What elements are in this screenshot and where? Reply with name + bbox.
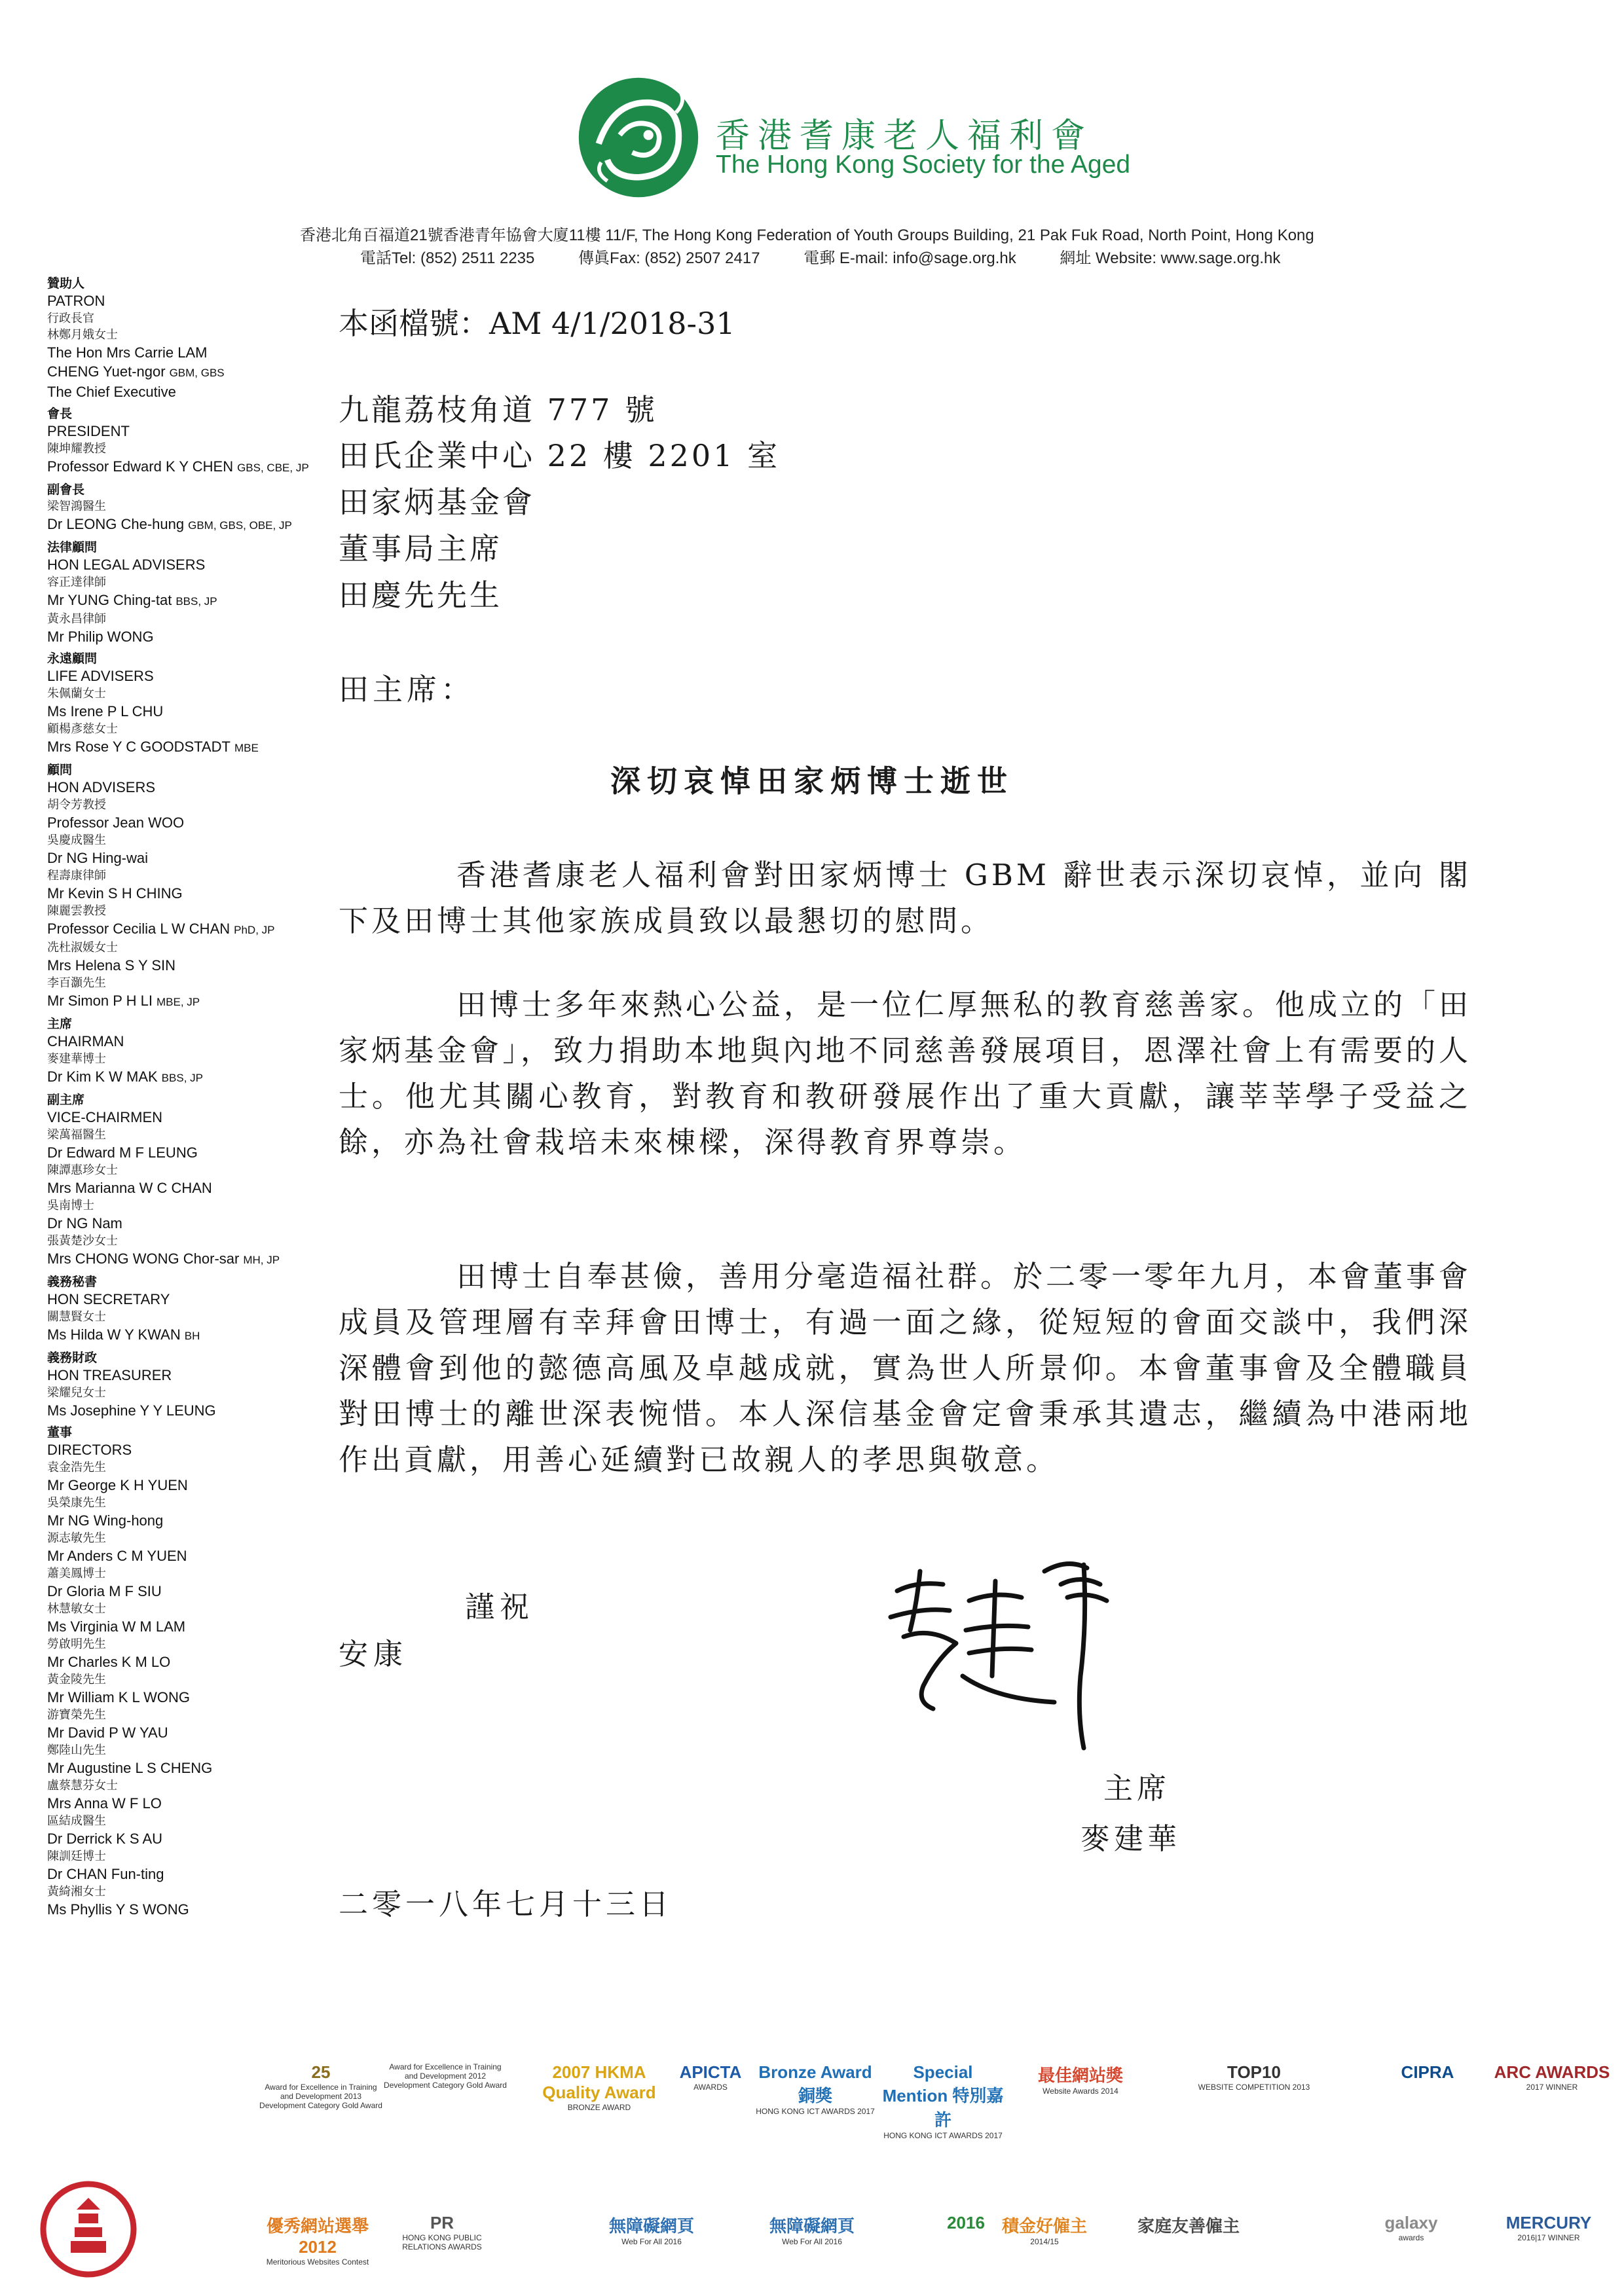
- member-name-en: [47, 457, 309, 477]
- member-name-zh: 張黃楚沙女士: [47, 1234, 118, 1248]
- tel: 電話Tel: (852) 2511 2235: [360, 249, 535, 267]
- member-name-en-text: Mr Anders C M YUEN: [47, 1548, 187, 1564]
- sidebar-role-zh: 法律顧問: [47, 540, 98, 555]
- sidebar-group: [47, 1349, 309, 1420]
- member-name-en: [47, 1723, 309, 1742]
- handwritten-signature: [871, 1545, 1179, 1761]
- award-label: PR: [430, 2213, 454, 2232]
- member-name-zh: 程壽康律師: [47, 869, 106, 883]
- member-name-en: [47, 1143, 309, 1162]
- award-badge: [1365, 2062, 1490, 2083]
- recipient-address-line: 田氏企業中心 22 樓 2201 室: [339, 438, 781, 473]
- member-name-zh: 袁金浩先生: [47, 1461, 106, 1474]
- award-caption: 2016|17 WINNER: [1517, 2233, 1580, 2242]
- office-bearers-sidebar: [47, 275, 309, 1923]
- sidebar-group: [47, 1091, 309, 1269]
- hksa-logo: [576, 75, 701, 200]
- award-badge: [1192, 2062, 1316, 2092]
- member-honours: BH: [184, 1330, 200, 1342]
- award-caption: HONG KONG ICT AWARDS 2017: [883, 2131, 1003, 2140]
- member-name-zh: 關慧賢女士: [47, 1310, 106, 1324]
- member-name-zh: 吳榮康先生: [47, 1496, 106, 1510]
- award-label: Special Mention 特別嘉許: [882, 2062, 1004, 2130]
- sidebar-group: [47, 405, 309, 477]
- member-name-en-text: Ms Josephine Y Y LEUNG: [47, 1402, 216, 1419]
- paragraph: 田博士自奉甚儉，善用分毫造福社群。於二零一零年九月，本會董事會成員及管理層有幸拜會田博士，有過一面之緣，從短短的會面交談中，我們深深體會到他的懿德高風及卓越成就，實為世人所景仰。本會董事會及全體職員對田博士的離世深表惋惜。本人深信基金會定會秉承其遺志，繼續為中港兩地作出貢獻，用善心延續對已故親人的孝思與敬意。: [339, 1259, 1472, 1477]
- award-badge: [1126, 2213, 1251, 2237]
- member-name-en: [47, 884, 309, 903]
- member-name-en: [47, 1249, 309, 1269]
- member-name-en-text: Dr Edward M F LEUNG: [47, 1144, 198, 1161]
- award-badge: [881, 2062, 1005, 2140]
- member-name-en-text: Mrs Rose Y C GOODSTADT: [47, 738, 231, 755]
- member-name-en: [47, 1688, 309, 1707]
- award-label: TOP10: [1227, 2062, 1281, 2082]
- member-honours: GBM, GBS: [169, 367, 225, 379]
- award-label: CIPRA: [1401, 2062, 1454, 2082]
- member-name-zh: 冼杜淑媛女士: [47, 941, 118, 955]
- sidebar-role-en: HON ADVISERS: [47, 779, 156, 795]
- member-name-zh: 鄭陸山先生: [47, 1743, 106, 1757]
- award-caption: Web For All 2016: [621, 2237, 682, 2246]
- recipient-address-line: 九龍荔枝角道 777 號: [339, 392, 658, 428]
- award-caption: WEBSITE COMPETITION 2013: [1198, 2083, 1310, 2092]
- sidebar-role-zh: 主席: [47, 1017, 73, 1031]
- sidebar-role-zh: 贊助人: [47, 276, 85, 291]
- member-name-zh: 黃永昌律師: [47, 612, 106, 626]
- member-name-en-text: Mr George K H YUEN: [47, 1477, 188, 1493]
- member-name-en: [47, 919, 309, 939]
- member-name-en: [47, 515, 309, 535]
- fax: 傳眞Fax: (852) 2507 2417: [578, 249, 760, 267]
- sidebar-group: [47, 539, 309, 646]
- sidebar-role-zh: 顧問: [47, 763, 73, 777]
- award-label: 2007 HKMA Quality Award: [542, 2062, 656, 2102]
- sidebar-role-zh: 義務財政: [47, 1351, 98, 1365]
- member-name-en-text: Ms Virginia W M LAM: [47, 1618, 186, 1635]
- member-name-en: [47, 1900, 309, 1919]
- org-name-en: The Hong Kong Society for the Aged: [716, 151, 1131, 179]
- sidebar-group: [47, 1273, 309, 1345]
- award-badge: [589, 2213, 714, 2246]
- member-name-en-text: Mrs CHONG WONG Chor-sar: [47, 1250, 240, 1267]
- member-name-zh: 梁智鴻醫生: [47, 500, 106, 513]
- member-honours: GBS, CBE, JP: [237, 462, 309, 474]
- member-name-zh: 行政長官: [47, 312, 94, 325]
- member-name-zh: 顧楊彥慈女士: [47, 722, 118, 736]
- member-name-zh: 梁萬福醫生: [47, 1128, 106, 1142]
- sidebar-role-en: CHAIRMAN: [47, 1033, 124, 1049]
- award-caption: Web For All 2016: [782, 2237, 842, 2246]
- sidebar-role-zh: 副主席: [47, 1093, 85, 1107]
- award-badge: [537, 2062, 661, 2112]
- award-label: 25: [311, 2062, 331, 2082]
- reference-number: 本函檔號：AM 4/1/2018-31: [339, 306, 735, 341]
- member-name-en: [47, 1617, 309, 1636]
- sidebar-role-zh: 永遠顧問: [47, 651, 98, 666]
- award-badge: [1486, 2213, 1611, 2242]
- paragraph: 香港耆康老人福利會對田家炳博士 GBM 辭世表示深切哀悼，並向 閣下及田博士其他家族成員致以最懇切的慰問。: [339, 858, 1471, 938]
- sidebar-role-zh: 董事: [47, 1425, 73, 1440]
- member-name-en: [47, 737, 309, 757]
- member-name-en: [47, 848, 309, 867]
- member-name-en: [47, 1067, 309, 1087]
- sidebar-role-en: PATRON: [47, 293, 105, 309]
- sidebar-role-en: LIFE ADVISERS: [47, 668, 154, 684]
- sidebar-role-en: PRESIDENT: [47, 423, 130, 439]
- letter-title: 深切哀悼田家炳博士逝世: [610, 763, 1014, 799]
- member-name-en-text: The Chief Executive: [47, 384, 176, 400]
- award-badge: [982, 2213, 1107, 2246]
- member-name-en: [47, 702, 309, 721]
- member-name-en: [47, 362, 309, 382]
- award-badge: [259, 2062, 383, 2110]
- closing-regards: 謹祝: [465, 1590, 535, 1624]
- member-name-en: [47, 627, 309, 646]
- member-name-en: [47, 1652, 309, 1671]
- member-name-en: [47, 1511, 309, 1530]
- award-badge: [753, 2062, 877, 2116]
- letterhead-contacts: [360, 245, 1320, 268]
- member-name-en: [47, 343, 309, 362]
- award-label: APICTA: [679, 2062, 742, 2082]
- award-label: ARC AWARDS: [1494, 2062, 1610, 2082]
- member-name-en-text: Mrs Helena S Y SIN: [47, 957, 176, 974]
- member-name-en-text: Mr Augustine L S CHENG: [47, 1760, 213, 1776]
- sidebar-role-zh: 副會長: [47, 483, 85, 497]
- member-name-en-text: Dr CHAN Fun-ting: [47, 1866, 164, 1882]
- member-name-en-text: Professor Edward K Y CHEN: [47, 458, 234, 475]
- member-name-en-text: Dr NG Hing-wai: [47, 850, 149, 866]
- award-caption: 2017 WINNER: [1526, 2083, 1578, 2092]
- member-name-en-text: The Hon Mrs Carrie LAM: [47, 344, 208, 361]
- signer-name: 麥建華: [1080, 1821, 1181, 1856]
- member-name-zh: 勞啟明先生: [47, 1637, 106, 1651]
- award-label: 優秀網站選舉2012: [266, 2216, 369, 2257]
- member-name-zh: 容正達律師: [47, 575, 106, 589]
- sidebar-role-zh: 會長: [47, 407, 73, 421]
- award-label: galaxy: [1384, 2213, 1438, 2232]
- member-name-en: [47, 991, 309, 1011]
- recipient-address-line: 田慶先先生: [339, 577, 502, 613]
- member-name-en: [47, 956, 309, 975]
- member-name-zh: 陳麗雲教授: [47, 904, 106, 918]
- award-label: 家庭友善僱主: [1137, 2216, 1240, 2236]
- member-name-en-text: Ms Phyllis Y S WONG: [47, 1901, 189, 1918]
- sidebar-group: [47, 1015, 309, 1087]
- member-name-en: [47, 1546, 309, 1565]
- award-caption: Award for Excellence in Training and Development 2012 Development Category Gold Award: [384, 2062, 507, 2090]
- member-name-en-text: Dr Gloria M F SIU: [47, 1583, 162, 1599]
- member-name-en: [47, 591, 309, 611]
- member-name-zh: 源志敏先生: [47, 1531, 106, 1545]
- member-name-zh: 陳訓廷博士: [47, 1850, 106, 1863]
- member-name-en-text: Mr Kevin S H CHING: [47, 885, 183, 902]
- member-name-zh: 林鄭月娥女士: [47, 328, 118, 342]
- recipient-address-line: 董事局主席: [339, 531, 502, 566]
- letter-date: 二零一八年七月十三日: [339, 1887, 673, 1922]
- member-honours: BBS, JP: [161, 1072, 203, 1084]
- member-name-en-text: Dr LEONG Che-hung: [47, 516, 185, 532]
- award-label: MERCURY: [1505, 2213, 1592, 2232]
- award-caption: 2014/15: [1030, 2237, 1059, 2246]
- member-name-en-text: Mrs Marianna W C CHAN: [47, 1180, 212, 1196]
- closing-wellness: 安康: [339, 1637, 409, 1671]
- award-caption: Award for Excellence in Training and Development 2013 Development Category Gold Award: [259, 2083, 382, 2110]
- sidebar-role-en: DIRECTORS: [47, 1442, 132, 1458]
- sidebar-role-en: HON TREASURER: [47, 1367, 172, 1383]
- member-name-zh: 黃金陵先生: [47, 1673, 106, 1686]
- member-name-en-text: Mr NG Wing-hong: [47, 1512, 164, 1529]
- member-name-zh: 林慧敏女士: [47, 1602, 106, 1616]
- member-name-en-text: Dr NG Nam: [47, 1215, 122, 1231]
- member-name-zh: 麥建華博士: [47, 1052, 106, 1066]
- recipient-address-line: 田家炳基金會: [339, 484, 535, 520]
- community-chest-emblem: [39, 2180, 138, 2278]
- award-badge: [383, 2062, 507, 2090]
- member-name-zh: 吳南博士: [47, 1199, 94, 1212]
- member-name-en: [47, 1178, 309, 1197]
- member-name-zh: 蕭美鳳博士: [47, 1567, 106, 1580]
- award-badge: [750, 2213, 874, 2246]
- member-name-en: [47, 1865, 309, 1884]
- member-name-en: [47, 1214, 309, 1233]
- member-name-en: [47, 1401, 309, 1420]
- sidebar-role-zh: 義務秘書: [47, 1275, 98, 1289]
- member-name-zh: 黃綺湘女士: [47, 1885, 106, 1899]
- member-name-zh: 盧蔡慧芬女士: [47, 1779, 118, 1793]
- award-label: Bronze Award 銅獎: [758, 2062, 872, 2105]
- award-caption: HONG KONG ICT AWARDS 2017: [756, 2107, 875, 2116]
- award-badge: [1018, 2062, 1143, 2096]
- email-link[interactable]: 電郵 E-mail: info@sage.org.hk: [803, 249, 1016, 267]
- award-label: 無障礙網頁: [608, 2216, 694, 2236]
- award-label: 2016: [947, 2213, 985, 2232]
- member-name-zh: 胡令芳教授: [47, 798, 106, 812]
- salutation: 田主席：: [339, 672, 475, 707]
- member-honours: MBE, JP: [156, 996, 200, 1008]
- member-name-en-text: Mr David P W YAU: [47, 1724, 168, 1741]
- member-honours: GBM, GBS, OBE, JP: [188, 519, 292, 532]
- member-name-en-text: Dr Kim K W MAK: [47, 1068, 158, 1085]
- award-caption: BRONZE AWARD: [567, 2103, 631, 2112]
- award-badge: [1349, 2213, 1473, 2242]
- member-name-en-text: Mr Simon P H LI: [47, 993, 153, 1009]
- member-honours: MBE: [234, 742, 259, 754]
- member-name-en: [47, 1582, 309, 1601]
- award-caption: Website Awards 2014: [1043, 2086, 1118, 2096]
- sidebar-group: [47, 275, 309, 401]
- member-name-en-text: Professor Jean WOO: [47, 814, 185, 831]
- member-name-zh: 陳坤耀教授: [47, 442, 106, 456]
- member-name-en-text: Professor Cecilia L W CHAN: [47, 920, 231, 937]
- member-name-zh: 梁耀兒女士: [47, 1386, 106, 1400]
- member-name-en: [47, 1325, 309, 1345]
- member-name-en: [47, 1758, 309, 1777]
- member-name-en-text: Ms Hilda W Y KWAN: [47, 1326, 181, 1343]
- sidebar-group: [47, 650, 309, 757]
- signer-title: 主席: [1103, 1771, 1171, 1806]
- member-name-en-text: Mr Charles K M LO: [47, 1654, 171, 1670]
- letterhead-address: 香港北角百福道21號香港青年協會大廈11樓 11/F, The Hong Kong Federation of Youth Groups Building, 21 Pak Fuk Road, North Point, Hong Kong: [300, 227, 1314, 244]
- sidebar-role-en: VICE-CHAIRMEN: [47, 1109, 163, 1125]
- member-honours: BBS, JP: [175, 595, 217, 608]
- member-name-zh: 朱佩蘭女士: [47, 687, 106, 701]
- award-badge: [1490, 2062, 1614, 2092]
- award-label: 最佳網站獎: [1037, 2066, 1123, 2085]
- member-name-en: [47, 813, 309, 832]
- award-caption: HONG KONG PUBLIC RELATIONS AWARDS: [402, 2233, 482, 2251]
- award-badge: [255, 2213, 380, 2267]
- member-name-en-text: Mr William K L WONG: [47, 1689, 190, 1705]
- award-caption: AWARDS: [693, 2083, 728, 2092]
- member-name-en-text: Mr Philip WONG: [47, 629, 154, 645]
- paragraph: 田博士多年來熱心公益，是一位仁厚無私的教育慈善家。他成立的「田家炳基金會」，致力捐助本地與內地不同慈善發展項目，恩澤社會上有需要的人士。他尤其關心教育，對教育和教研發展作出了重大貢獻，讓莘莘學子受益之餘，亦為社會栽培未來棟樑，深得教育界尊崇。: [339, 987, 1472, 1159]
- award-badge: [380, 2213, 504, 2251]
- member-honours: MH, JP: [243, 1254, 280, 1266]
- sidebar-role-en: HON LEGAL ADVISERS: [47, 556, 206, 573]
- website-link[interactable]: 網址 Website: www.sage.org.hk: [1060, 249, 1281, 267]
- member-name-zh: 區結成醫生: [47, 1814, 106, 1828]
- member-name-en: [47, 1476, 309, 1495]
- member-name-en-text: Dr Derrick K S AU: [47, 1831, 163, 1847]
- org-name-zh: 香港耆康老人福利會: [716, 117, 1094, 156]
- member-honours: PhD, JP: [234, 924, 275, 936]
- sidebar-group: [47, 1424, 309, 1919]
- award-label: 無障礙網頁: [769, 2216, 855, 2236]
- award-caption: Meritorious Websites Contest: [266, 2257, 369, 2267]
- member-name-en-text: CHENG Yuet-ngor: [47, 363, 166, 380]
- member-name-en-text: Mrs Anna W F LO: [47, 1795, 162, 1812]
- member-name-zh: 李百灝先生: [47, 976, 106, 990]
- award-label: 積金好僱主: [1001, 2216, 1087, 2236]
- member-name-en: [47, 1794, 309, 1813]
- member-name-zh: 陳譚惠珍女士: [47, 1163, 118, 1177]
- member-name-zh: 游寶榮先生: [47, 1708, 106, 1722]
- sidebar-role-en: HON SECRETARY: [47, 1291, 170, 1307]
- member-name-en: [47, 1829, 309, 1848]
- member-name-en-text: Mr YUNG Ching-tat: [47, 592, 172, 608]
- member-name-zh: 吳慶成醫生: [47, 833, 106, 847]
- member-name-en: [47, 382, 309, 401]
- member-name-en-text: Ms Irene P L CHU: [47, 703, 164, 720]
- award-caption: awards: [1398, 2233, 1424, 2242]
- sidebar-group: [47, 481, 309, 535]
